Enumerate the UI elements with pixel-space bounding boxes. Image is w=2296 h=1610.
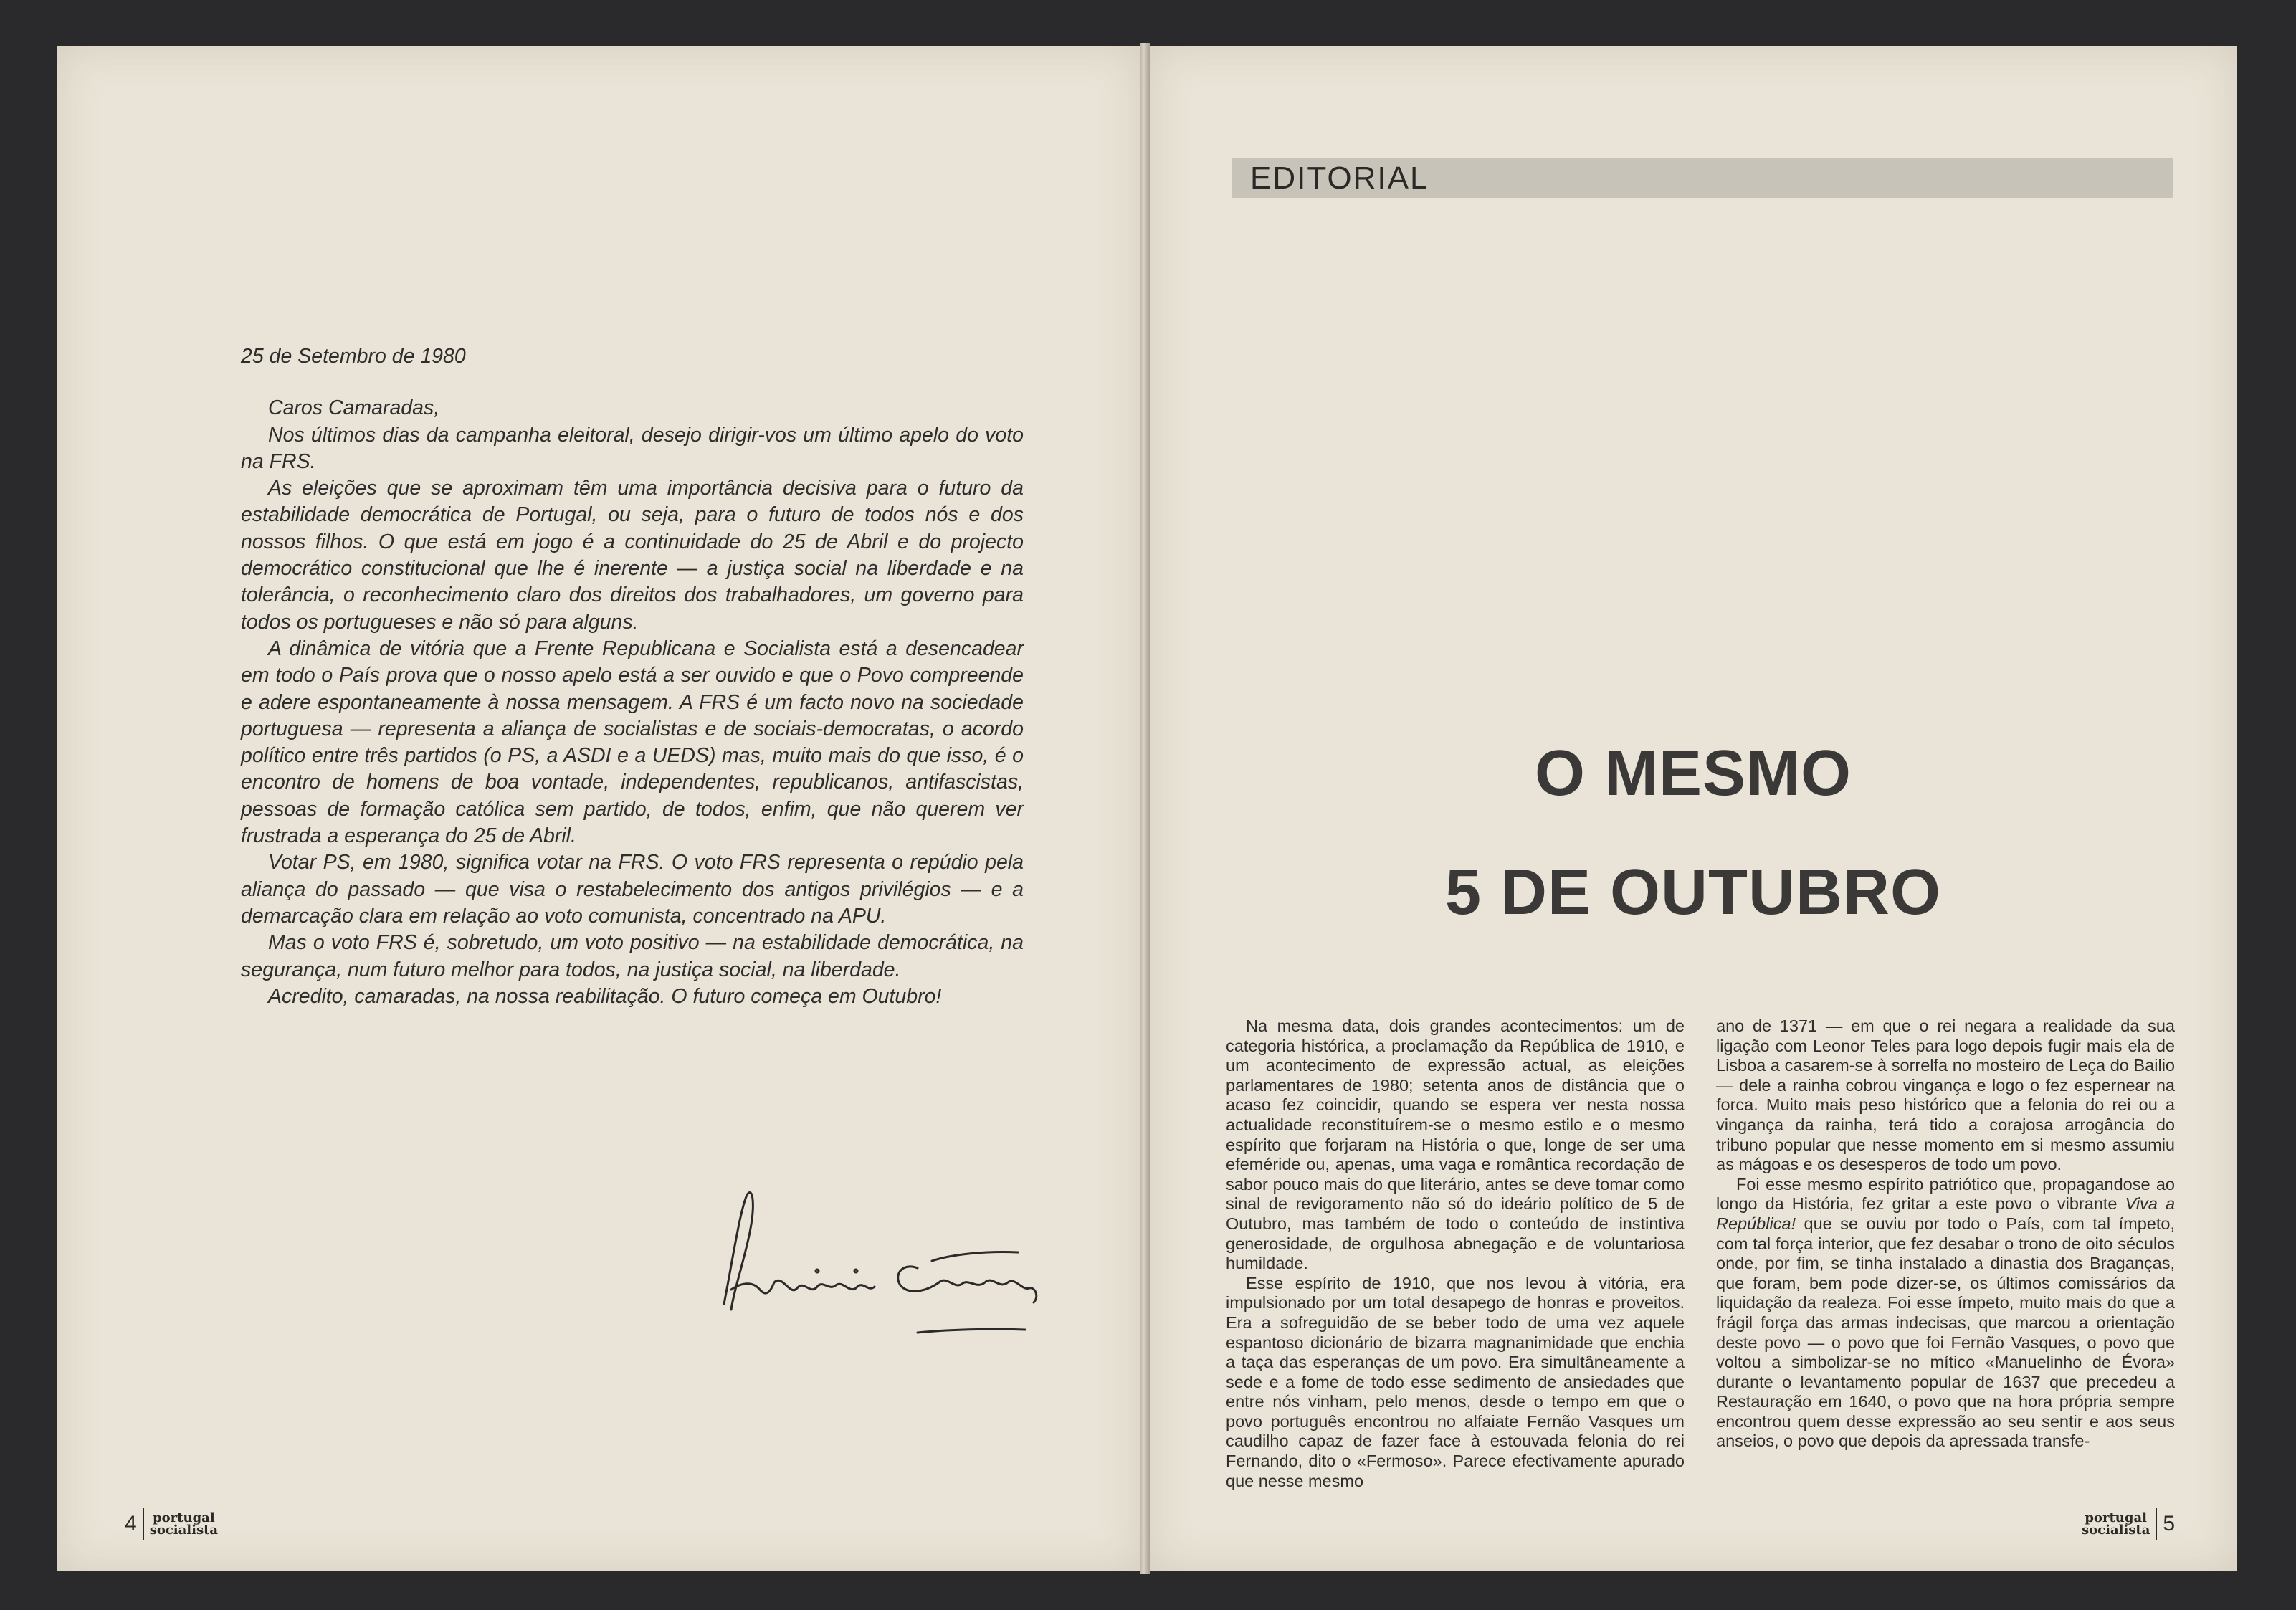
letter-paragraph: Acredito, camaradas, na nossa reabilitação. O futuro começa em Outubro! — [268, 984, 942, 1008]
folio-divider — [143, 1508, 144, 1540]
page-number: 5 — [2163, 1512, 2176, 1535]
handwritten-signature — [702, 1182, 1047, 1354]
letter-paragraph: As eleições que se aproximam têm uma importância decisiva para o futuro da estabilidade democrática de Portugal, ou seja, para o futuro de todos nós e dos nossos filhos. O que está em jogo é a continuidade do 25 de Abril e do projecto democrático constitucional que lhe é inerente — a justiça social na liberdade e na tolerância, o reconhecimento claro dos direitos dos trabalhadores, um governo para todos os portugueses e não só para alguns. — [241, 477, 1024, 634]
right-page — [1150, 46, 2237, 1571]
article-paragraph: Na mesma data, dois grandes acontecimentos: um de categoria histórica, a proclamação da República de 1910, e um acontecimento de expressão actual, as eleições parlamentares de 1980; setenta anos de distância que o acaso fez coincidir, quando se espera ver nesta nossa actualidade reconstituírem-se o mesmo estilo e o mesmo espírito que forjaram na História o que, longe de ser uma efeméride ou, apenas, uma vaga e romântica recordação de sabor pouco mais do que literário, antes se deve tomar como sinal de revigoramento não só do ideário político de 5 de Outubro, mas também de todo o conteúdo de instintiva generosidade, de orgulhosa abnegação e de voluntariosa humildade. — [1226, 1016, 1685, 1273]
article-column-2 — [1716, 1016, 2175, 1452]
portugal-socialista-logo: portugal socialista — [149, 1510, 219, 1538]
letter-body — [241, 343, 1024, 1010]
letter-paragraph: Nos últimos dias da campanha eleitoral, desejo dirigir-vos um último apelo do voto na FRS. — [241, 423, 1024, 473]
letter-paragraph: A dinâmica de vitória que a Frente Republicana e Socialista está a desencadear em todo o País prova que o nosso apelo está a ser ouvido e que o Povo compreende e adere espontaneamente à nossa mensagem. A FRS é um facto novo na sociedade portuguesa — representa a aliança de socialistas e de sociais-democratas, o acordo político entre três partidos (o PS, a ASDI e a UEDS) mas, muito mais do que isso, é o encontro de homens de boa vontade, independentes, republicanos, antifascistas, pessoas de formação católica sem partido, de todos, enfim, que não querem ver frustrada a esperança do 25 de Abril. — [241, 637, 1024, 848]
letter-salutation: Caros Camaradas, — [268, 396, 440, 420]
emphasis: Viva a República! — [1716, 1194, 2176, 1233]
letter-paragraph: Votar PS, em 1980, significa votar na FRS. O voto FRS representa o repúdio pela aliança do passado — que visa o restabelecimento dos antigos privilégios — e a demarcação clara em relação ao voto comunista, concentrado na APU. — [241, 851, 1024, 928]
section-label: EDITORIAL — [1250, 161, 1429, 196]
left-page — [57, 46, 1140, 1571]
headline-line1: O MESMO — [1534, 738, 1852, 809]
letter-date: 25 de Setembro de 1980 — [241, 345, 466, 368]
headline-line2: 5 DE OUTUBRO — [1444, 857, 1942, 928]
left-folio — [125, 1508, 218, 1540]
portugal-socialista-logo: portugal socialista — [2082, 1510, 2150, 1538]
article-paragraph: Foi esse mesmo espírito patriótico que, propagandose ao longo da História, fez gritar a este povo o vibrante Viva a República! que se ouviu por todo o País, com tal ímpeto, com tal força interior, que fez desabar o trono de oito séculos onde, por fim, se tinha instalado a dinastia dos Braganças, que foram, bem pode dizer-se, os últimos comissários da liquidação da realeza. Foi esse ímpeto, muito mais do que a frágil força das armas indecisas, que marcou a orientação deste povo — o povo que foi Fernão Vasques, o povo que voltou a simbolizar-se no mítico «Manuelinho de Évora» durante o levantamento popular de 1637 que precedeu a Restauração em 1640, o povo que na hora própria sempre encontrou quem desse expressão ao seu sentir e aos seus anseios, o povo que depois da apressada transfe- — [1716, 1174, 2176, 1451]
article-paragraph: Esse espírito de 1910, que nos levou à vitória, era impulsionado por um total desapego de honras e proveitos. Era a sofreguidão de se beber todo de uma vez aquele espantoso dicionário de bizarra magnanimidade que enchia a taça das esperanças de um povo. Era simultâneamente a sede e a fome de todo esse sedimento de ansiedades que entre nós vinham, pelo menos, desde o tempo em que o povo português encontrou no alfaiate Fernão Vasques um caudilho capaz de fazer face à estouvada felonia do rei Fernando, dito o «Fermoso». Parece efectivamente apurado que nesse mesmo — [1226, 1273, 1685, 1490]
book-gutter — [1140, 43, 1150, 1574]
letter-paragraph: Mas o voto FRS é, sobretudo, um voto positivo — na estabilidade democrática, na segurança, num futuro melhor para todos, na justiça social, na liberdade. — [241, 931, 1024, 981]
article-paragraph: ano de 1371 — em que o rei negara a realidade da sua ligação com Leonor Teles para logo depois fugir mais ela de Lisboa a casarem-se à sorrelfa no mosteiro de Leça do Bailio — dele a rainha cobrou vingança e logo o fez espernear na forca. Muito mais peso histórico que a felonia do rei ou a vingança da rainha, terá tido a corajosa arrogância do tribuno popular que nesse momento em si mesmo assumiu as mágoas e os desesperos de todo um povo. — [1716, 1016, 2175, 1174]
article-column-1 — [1226, 1016, 1685, 1491]
page-number: 4 — [125, 1512, 137, 1535]
folio-divider — [2156, 1508, 2157, 1540]
right-folio — [2082, 1508, 2175, 1540]
